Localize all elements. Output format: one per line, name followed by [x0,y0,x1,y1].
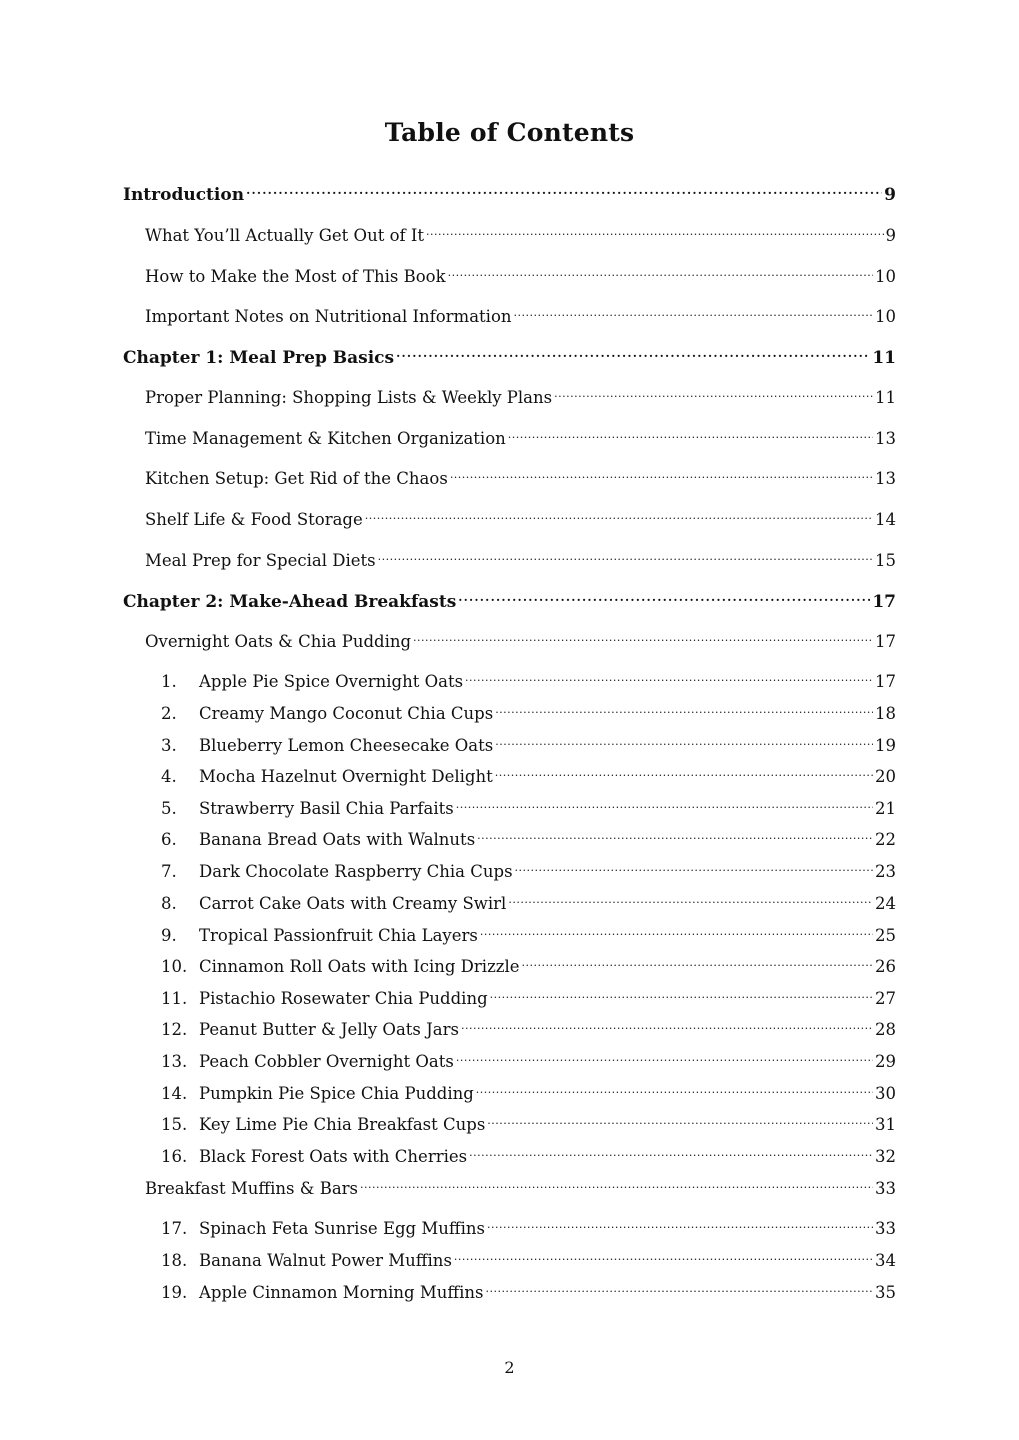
toc-entry-label: Dark Chocolate Raspberry Chia Cups [199,862,513,881]
toc-entry-page: 14 [875,510,896,529]
toc-dot-leader [554,381,873,403]
toc-entry-page: 29 [875,1052,896,1071]
toc-recipe-entry[interactable] [161,1244,896,1270]
toc-entry-page: 32 [875,1147,896,1166]
toc-entry-page: 11 [872,348,896,368]
toc-entry-page: 17 [875,672,896,691]
toc-recipe-entry[interactable] [161,1013,896,1039]
toc-entry-number: 14. [161,1084,188,1103]
toc-entry-label: Pumpkin Pie Spice Chia Pudding [199,1084,474,1103]
toc-entry-page: 13 [875,469,896,488]
toc-entry-label: Kitchen Setup: Get Rid of the Chaos [145,469,448,488]
toc-dot-leader [396,341,870,363]
toc-entry-page: 15 [875,551,896,570]
toc-recipe-entry[interactable] [161,1108,896,1134]
toc-chapter-entry[interactable] [123,585,896,612]
toc-entry-label: Black Forest Oats with Cherries [199,1147,468,1166]
toc-dot-leader [477,823,873,845]
toc-entry-label: Key Lime Pie Chia Breakfast Cups [199,1115,486,1134]
toc-section-entry[interactable] [145,503,896,529]
toc-entry-label: How to Make the Most of This Book [145,267,446,286]
toc-entry-number: 1. [161,672,177,691]
toc-entry-label: Chapter 2: Make-Ahead Breakfasts [123,592,457,612]
toc-entry-page: 25 [875,926,896,945]
toc-entry-number: 12. [161,1020,188,1039]
toc-entry-page: 31 [875,1115,896,1134]
toc-recipe-entry[interactable] [161,1140,896,1166]
toc-entry-label: What You’ll Actually Get Out of It [145,226,425,245]
toc-entry-number: 9. [161,926,177,945]
toc-entry-label: Apple Pie Spice Overnight Oats [199,672,464,691]
toc-entry-label: Strawberry Basil Chia Parfaits [199,799,454,818]
toc-entry-page: 33 [875,1179,896,1198]
page-title: Table of Contents [384,118,635,147]
toc-entry-number: 8. [161,894,177,913]
page-number: 2 [504,1358,515,1377]
toc-entry-number: 4. [161,767,177,786]
toc-entry-page: 23 [875,862,896,881]
toc-dot-leader [487,1108,873,1130]
toc-section-entry[interactable] [145,544,896,570]
toc-dot-leader [360,1172,873,1194]
toc-entry-label: Overnight Oats & Chia Pudding [145,632,412,651]
toc-entry-label: Tropical Passionfruit Chia Layers [199,926,478,945]
toc-recipe-entry[interactable] [161,1077,896,1103]
toc-section-entry[interactable] [145,422,896,448]
toc-entry-label: Carrot Cake Oats with Creamy Swirl [199,894,507,913]
toc-entry-number: 13. [161,1052,188,1071]
toc-dot-leader [246,178,882,200]
toc-entry-label: Apple Cinnamon Morning Muffins [199,1283,484,1302]
toc-entry-label: Introduction [123,185,245,205]
toc-entry-number: 15. [161,1115,188,1134]
toc-recipe-entry[interactable] [161,1045,896,1071]
toc-dot-leader [450,462,873,484]
toc-entry-page: 9 [884,185,896,205]
toc-dot-leader [495,760,873,782]
toc-entry-page: 21 [875,799,896,818]
toc-entry-page: 17 [872,592,896,612]
toc-entry-label: Blueberry Lemon Cheesecake Oats [199,736,494,755]
toc-entry-page: 27 [875,989,896,1008]
toc-entry-page: 20 [875,767,896,786]
toc-entry-label: Breakfast Muffins & Bars [145,1179,359,1198]
toc-entry-number: 3. [161,736,177,755]
toc-section-entry[interactable] [145,462,896,488]
toc-dot-leader [461,1013,873,1035]
toc-entry-page: 19 [875,736,896,755]
toc-chapter-entry[interactable] [123,341,896,368]
toc-entry-page: 26 [875,957,896,976]
toc-section-entry[interactable] [145,260,896,286]
toc-entry-page: 10 [875,307,896,326]
toc-dot-leader [495,697,873,719]
toc-dot-leader [465,665,873,687]
toc-dot-leader [485,1276,873,1298]
toc-dot-leader [480,919,873,941]
toc-recipe-entry[interactable] [161,760,896,786]
toc-dot-leader [515,855,873,877]
toc-recipe-entry[interactable] [161,729,896,755]
toc-entry-page: 13 [875,429,896,448]
toc-entry-number: 10. [161,957,188,976]
toc-dot-leader [456,1045,873,1067]
toc-entry-number: 18. [161,1251,188,1270]
toc-entry-label: Banana Walnut Power Muffins [199,1251,452,1270]
toc-dot-leader [413,625,873,647]
toc-dot-leader [426,219,883,241]
toc-recipe-entry[interactable] [161,697,896,723]
toc-dot-leader [378,544,873,566]
toc-entry-label: Pistachio Rosewater Chia Pudding [199,989,488,1008]
toc-dot-leader [448,260,873,282]
toc-entry-page: 17 [875,632,896,651]
toc-entry-number: 5. [161,799,177,818]
toc-dot-leader [487,1212,873,1234]
toc-entry-label: Peanut Butter & Jelly Oats Jars [199,1020,459,1039]
toc-entry-label: Proper Planning: Shopping Lists & Weekly Plans [145,388,553,407]
toc-dot-leader [476,1077,873,1099]
toc-entry-page: 34 [875,1251,896,1270]
toc-entry-number: 2. [161,704,177,723]
toc-entry-page: 9 [885,226,896,245]
toc-entry-page: 30 [875,1084,896,1103]
toc-dot-leader [522,950,873,972]
toc-recipe-entry[interactable] [161,1276,896,1302]
toc-dot-leader [458,585,870,607]
toc-section-entry[interactable] [145,219,896,245]
toc-dot-leader [454,1244,873,1266]
toc-entry-page: 22 [875,830,896,849]
toc-recipe-entry[interactable] [161,1212,896,1238]
toc-entry-number: 19. [161,1283,188,1302]
toc-dot-leader [365,503,873,525]
toc-entry-number: 11. [161,989,188,1008]
toc-dot-leader [490,982,873,1004]
toc-entry-number: 16. [161,1147,188,1166]
toc-section-entry[interactable] [145,381,896,407]
toc-entry-label: Cinnamon Roll Oats with Icing Drizzle [199,957,520,976]
toc-section-entry[interactable] [145,625,896,651]
toc-entry-label: Time Management & Kitchen Organization [145,429,506,448]
toc-entry-label: Meal Prep for Special Diets [145,551,376,570]
toc-entry-number: 7. [161,862,177,881]
toc-recipe-entry[interactable] [161,792,896,818]
toc-dot-leader [508,887,873,909]
toc-entry-label: Important Notes on Nutritional Information [145,307,512,326]
toc-entry-page: 28 [875,1020,896,1039]
toc-dot-leader [514,300,873,322]
toc-dot-leader [469,1140,873,1162]
toc-recipe-entry[interactable] [161,919,896,945]
toc-entry-label: Banana Bread Oats with Walnuts [199,830,476,849]
toc-entry-page: 24 [875,894,896,913]
toc-recipe-entry[interactable] [161,823,896,849]
toc-dot-leader [495,729,873,751]
toc-recipe-entry[interactable] [161,665,896,691]
toc-entry-page: 18 [875,704,896,723]
toc-entry-page: 33 [875,1219,896,1238]
toc-dot-leader [508,422,873,444]
toc-chapter-entry[interactable] [123,178,896,205]
toc-dot-leader [456,792,873,814]
toc-section-entry[interactable] [145,300,896,326]
toc-recipe-entry[interactable] [161,950,896,976]
toc-entry-page: 10 [875,267,896,286]
toc-recipe-entry[interactable] [161,982,896,1008]
toc-entry-page: 11 [875,388,896,407]
toc-recipe-entry[interactable] [161,887,896,913]
toc-entry-label: Mocha Hazelnut Overnight Delight [199,767,493,786]
toc-entry-label: Peach Cobbler Overnight Oats [199,1052,454,1071]
toc-entry-number: 17. [161,1219,188,1238]
toc-section-entry[interactable] [145,1172,896,1198]
toc-entry-label: Spinach Feta Sunrise Egg Muffins [199,1219,485,1238]
toc-entry-number: 6. [161,830,177,849]
toc-recipe-entry[interactable] [161,855,896,881]
toc-entry-label: Shelf Life & Food Storage [145,510,363,529]
toc-entry-label: Chapter 1: Meal Prep Basics [123,348,395,368]
toc-entry-page: 35 [875,1283,896,1302]
toc-entry-label: Creamy Mango Coconut Chia Cups [199,704,494,723]
